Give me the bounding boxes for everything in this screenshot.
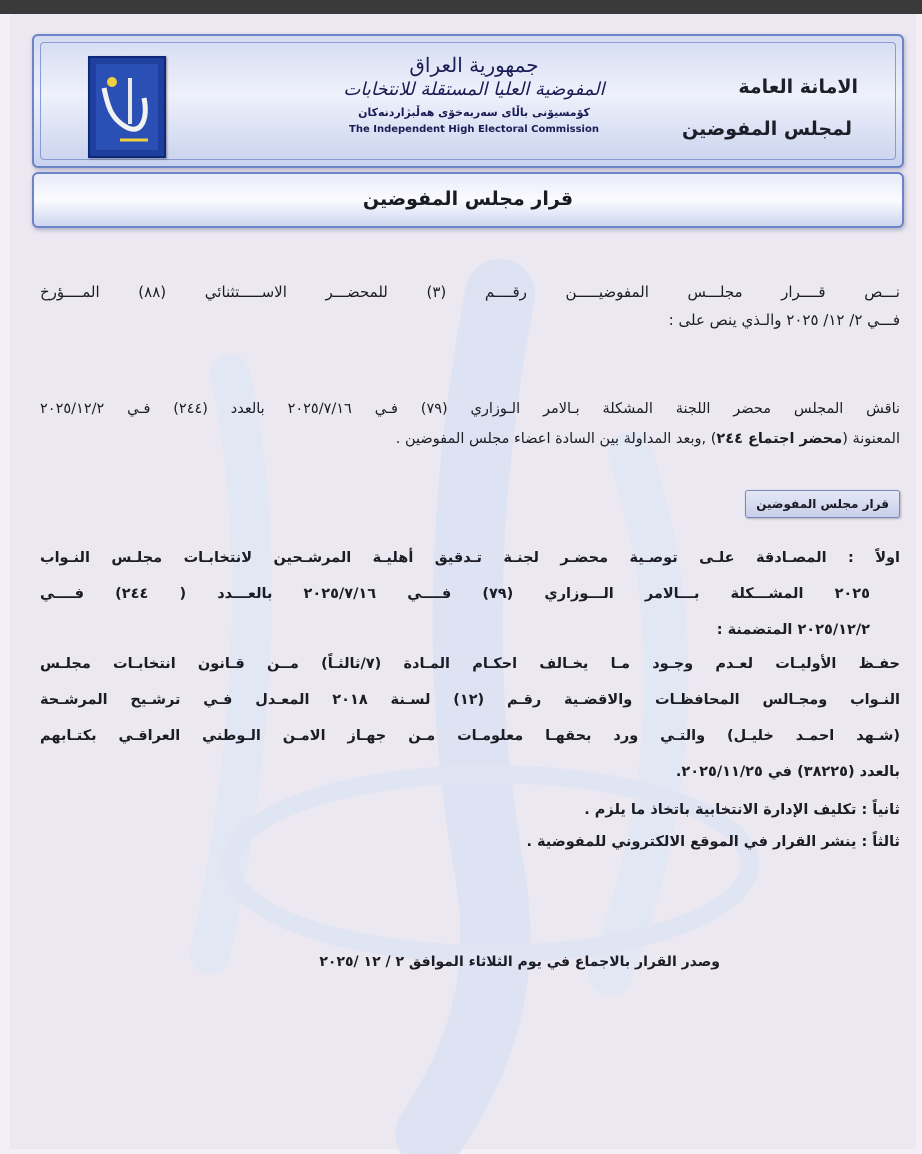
- commission-kurdish-text: كۆمسیۆنی باڵای سەربەخۆی هەڵبژاردنەکان: [358, 106, 590, 119]
- ihec-logo: [88, 56, 166, 158]
- resolution-detail-line3: (شـهد احمـد خليـل) والتـي ورد بحقهـا معلومـات مـن جهـاز الامـن الـوطني العراقـي بكتـابهم: [40, 728, 900, 744]
- resolution-second-third: [40, 794, 900, 858]
- discussion-line1: ناقش المجلس محضر اللجنة المشكلة بـالامر الـوزاري (٧٩) فـي ٢٠٢٥/٧/١٦ بالعدد (٢٤٤) فـي ٢٠٢٥/١٢/٢: [40, 401, 901, 417]
- resolution-second: ثانياً : تكليف الإدارة الانتخابية باتخاذ ما يلزم .: [584, 802, 900, 818]
- document-page: [10, 14, 916, 1149]
- closing-statement: وصدر القرار بالاجماع في يوم الثلاثاء الموافق ٢ / ١٢ /٢٠٢٥: [319, 954, 720, 970]
- secretariat-line2: لمجلس المفوضين: [682, 118, 852, 140]
- secretariat-line1: الامانة العامة: [738, 76, 858, 98]
- decision-badge: قرار مجلس المفوضين: [745, 490, 900, 518]
- commission-name-block: [324, 52, 624, 138]
- intro-line2: فـــي ٢/ ١٢/ ٢٠٢٥ والـذي ينص على :: [668, 311, 900, 329]
- republic-text: جمهورية العراق: [409, 53, 539, 77]
- resolution-detail-line1: حفـظ الأوليـات لعـدم وجـود مـا يخـالف احكـام المـادة (٧/ثالثـاً) مــن قـانون انتخابـات مجلـس: [40, 656, 900, 672]
- secretariat-label: [678, 66, 858, 150]
- resolution-third: ثالثاً : ينشر القرار في الموقع الالكتروني للمفوضية .: [526, 834, 900, 850]
- intro-paragraph: [40, 278, 900, 334]
- resolution-detail-line4: بالعدد (٣٨٢٢٥) في ٢٠٢٥/١١/٢٥.: [675, 764, 900, 780]
- resolution-detail: [40, 646, 900, 790]
- top-dark-strip: [0, 0, 922, 14]
- resolution-detail-line2: النـواب ومجـالس المحافظـات والاقضـية رقـم (١٢) لسـنة ٢٠١٨ المعـدل فـي ترشـيح المرشـحة: [40, 692, 900, 708]
- header-banner: [32, 34, 904, 168]
- commission-arabic-text: المفوضية العليا المستقلة للانتخابات: [343, 79, 605, 100]
- minutes-reference: محضر اجتماع ٢٤٤: [716, 431, 843, 447]
- resolution-first-line1: اولاً : المصـادقة علـى توصـية محضـر لجنـة تـدقيق أهليـة المرشـحين لانتخابـات مجلـس النـواب: [40, 550, 900, 566]
- document-title: قرار مجلس المفوضين: [32, 172, 904, 228]
- resolution-first: [40, 540, 900, 648]
- discussion-line2: المعنونة (محضر اجتماع ٢٤٤) ,وبعد المداولة بين السادة اعضاء مجلس المفوضين .: [395, 431, 900, 447]
- intro-line1: نـــص قــــرار مجلـــس المفوضيـــــن رقــــم (٣) للمحضـــر الاســـــتثنائي (٨٨) المــــؤرخ: [40, 283, 900, 301]
- commission-english-text: The Independent High Electoral Commission: [349, 124, 599, 135]
- resolution-first-line3: ٢٠٢٥/١٢/٢ المتضمنة :: [716, 622, 870, 638]
- resolution-first-line2: ٢٠٢٥ المشـــكلة بـــالامر الـــوزاري (٧٩) فــــي ٢٠٢٥/٧/١٦ بالعـــدد ( ٢٤٤) فــــي: [40, 586, 870, 602]
- discussion-paragraph: [40, 394, 900, 454]
